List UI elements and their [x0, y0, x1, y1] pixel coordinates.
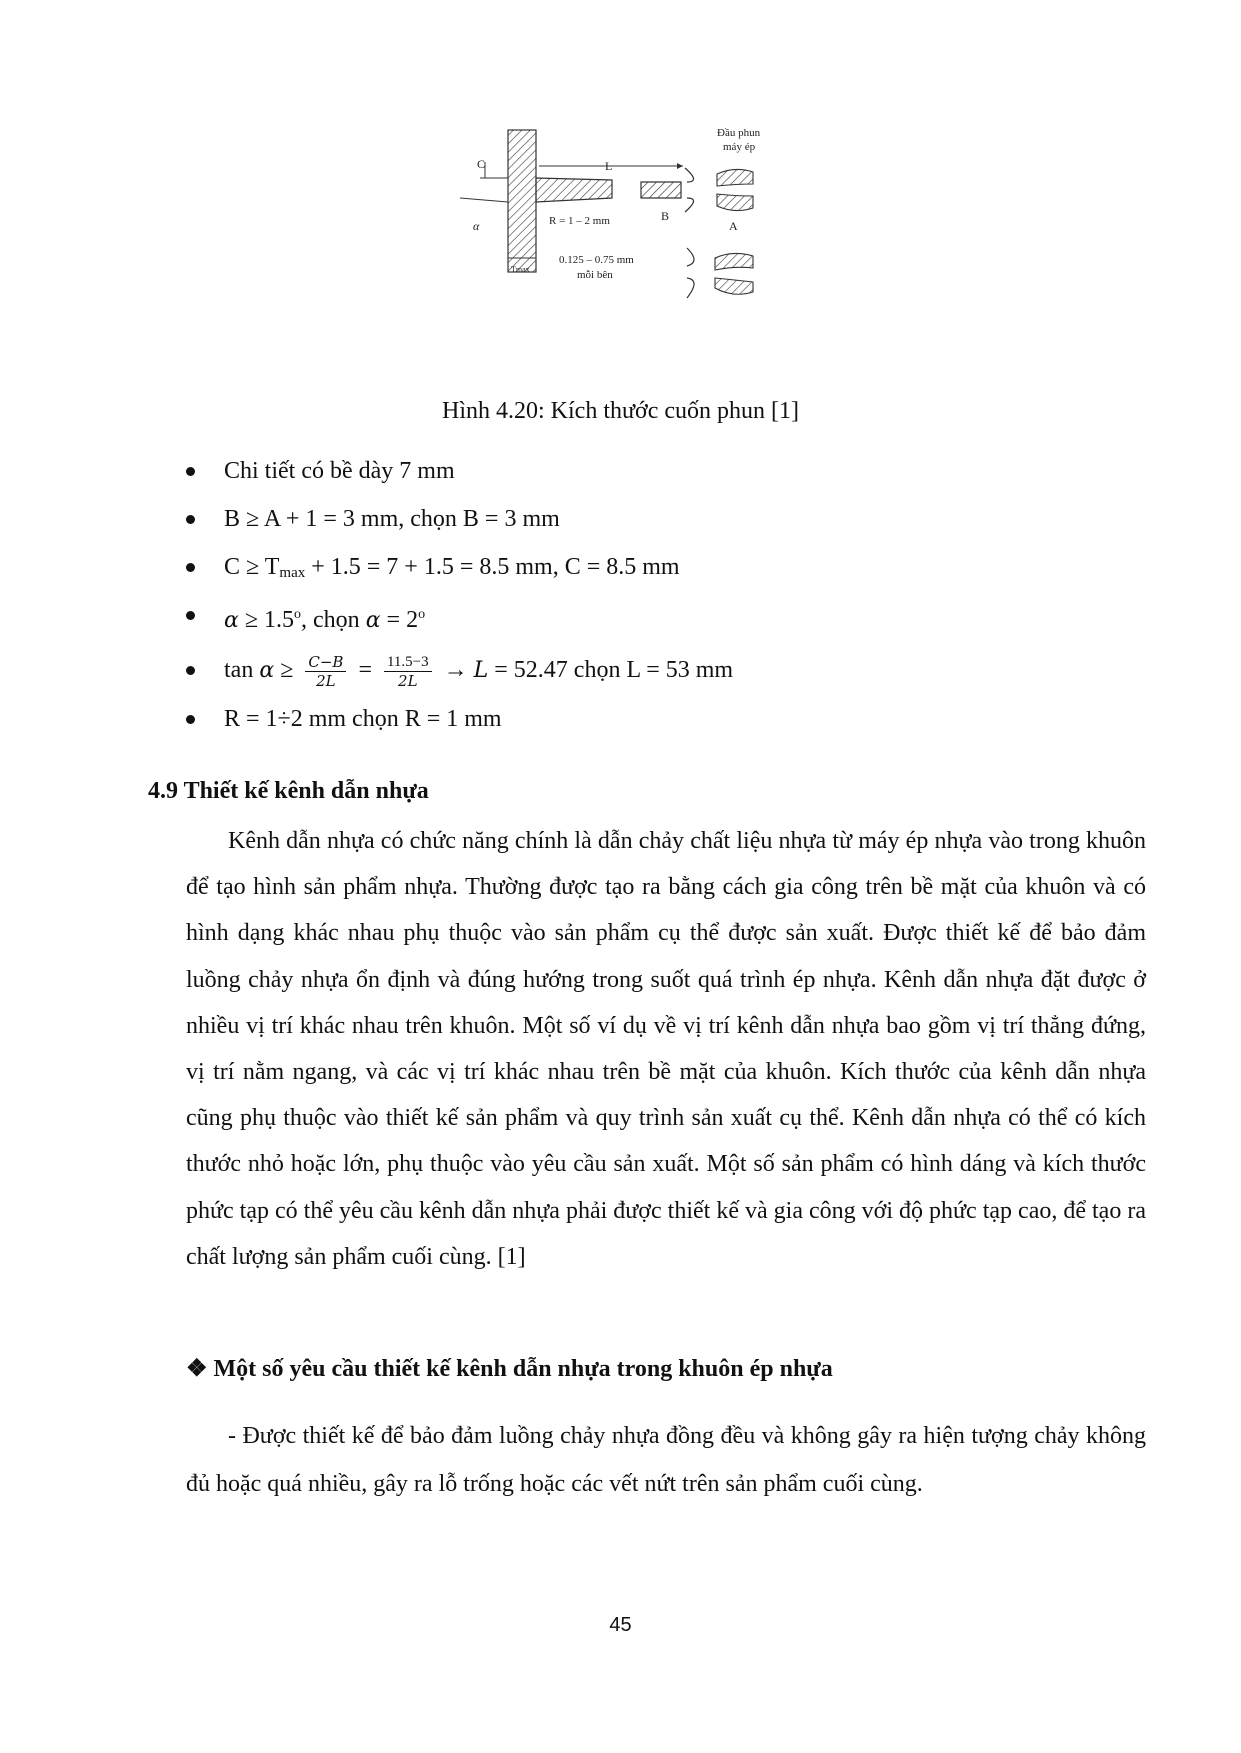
design-parameter-list	[186, 456, 1166, 752]
list-item	[186, 552, 1166, 582]
nozzle-tip-upper	[717, 169, 753, 186]
fraction: $\frac{C-B}{2L}$	[305, 653, 346, 690]
fraction: $\frac{11.5-3}{2L}$	[384, 653, 432, 690]
sprue-diagram	[473, 127, 875, 366]
bullet-icon	[186, 467, 195, 476]
section-paragraph: Kênh dẫn nhựa có chức năng chính là dẫn chảy chất liệu nhựa từ máy ép nhựa vào trong khuôn để tạo hình sản phẩm nhựa. Thường được tạo ra bằng cách gia công trên bề mặt của khuôn và có hình dạng khác nhau phụ thuộc vào sản phẩm cụ thể được sản xuất. Được thiết kế để bảo đảm luồng chảy nhựa ổn định và đúng hướng trong suốt quá trình ép nhựa. Kênh dẫn nhựa đặt được ở nhiều vị trí khác nhau trên khuôn. Một số ví dụ về vị trí kênh dẫn nhựa bao gồm vị trí thẳng đứng, vị trí nằm ngang, và các vị trí khác nhau trên bề mặt của khuôn. Kích thước của kênh dẫn nhựa cũng phụ thuộc vào thiết kế sản phẩm và quy trình sản xuất cụ thể. Kênh dẫn nhựa có thể có kích thước nhỏ hoặc lớn, phụ thuộc vào yêu cầu sản xuất. Một số sản phẩm có hình dáng và kích thước phức tạp có thể yêu cầu kênh dẫn nhựa phải được thiết kế và gia công với độ phức tạp cao, để tạo ra chất lượng sản phẩm cuối cùng. [1]	[186, 828, 1146, 1270]
list-item	[186, 648, 1166, 692]
mold-plate	[508, 130, 536, 272]
nozzle-lower-lower	[715, 278, 753, 294]
list-item	[186, 704, 1166, 734]
bullet-icon	[186, 666, 195, 675]
label-clearance-line2: mỗi bên	[577, 269, 613, 281]
sprue-dimension-figure	[473, 127, 875, 366]
nozzle-lower-upper	[715, 253, 753, 270]
label-clearance-line1: 0.125 – 0.75 mm	[559, 254, 634, 266]
list-item-text: Chi tiết có bề dày 7 mm	[224, 458, 455, 484]
sprue-body	[536, 178, 612, 202]
sprue-bushing	[641, 182, 681, 198]
label-nozzle-line2: máy ép	[723, 141, 756, 153]
figure-caption: Hình 4.20: Kích thước cuốn phun [1]	[442, 398, 799, 424]
subsection-heading-text: Một số yêu cầu thiết kế kênh dẫn nhựa trong khuôn ép nhựa	[213, 1356, 833, 1382]
label-tmax: Tmax	[511, 265, 530, 274]
bullet-icon	[186, 563, 195, 572]
label-c: C	[477, 157, 486, 171]
bullet-icon	[186, 515, 195, 524]
section-heading: 4.9 Thiết kế kênh dẫn nhựa	[148, 778, 429, 804]
label-alpha: α	[473, 219, 480, 233]
list-item	[186, 600, 1166, 633]
label-nozzle-line1: Đầu phun	[717, 127, 761, 139]
list-item-text: R = 1÷2 mm chọn R = 1 mm	[224, 706, 502, 732]
diamond-bullet-icon: ❖	[186, 1356, 208, 1382]
bullet-icon	[186, 715, 195, 724]
nozzle-tip-lower	[717, 194, 753, 211]
list-item-text: $C \ge T_{max} + 1.5 = 7 + 1.5 = 8.5$ mm, C = 8.5 mm	[224, 554, 680, 581]
subsection-paragraph: - Được thiết kế để bảo đảm luồng chảy nhựa đồng đều và không gây ra hiện tượng chảy không đủ hoặc quá nhiều, gây ra lỗ trống hoặc các vết nứt trên sản phẩm cuối cùng.	[186, 1423, 1146, 1497]
label-r: R = 1 – 2 mm	[549, 215, 610, 227]
label-a: A	[729, 219, 738, 233]
label-b: B	[661, 209, 670, 223]
list-item	[186, 504, 1166, 534]
bullet-icon	[186, 611, 195, 620]
page-number: 45	[609, 1614, 632, 1636]
list-item-text: B ≥ A + 1 = 3 mm, chọn B = 3 mm	[224, 506, 560, 532]
list-item-text: $\alpha \ge 1.5^o$, chọn $\alpha = 2^o$	[224, 607, 426, 633]
list-item	[186, 456, 1166, 486]
list-item-formula: tan α ≥ $\frac{C-B}{2L}$ = $\frac{11.5-3}{2L}$ → L = 52.47 chọn L = 53 mm	[224, 652, 734, 690]
subsection-heading	[186, 1354, 833, 1384]
label-l: L	[605, 159, 613, 173]
